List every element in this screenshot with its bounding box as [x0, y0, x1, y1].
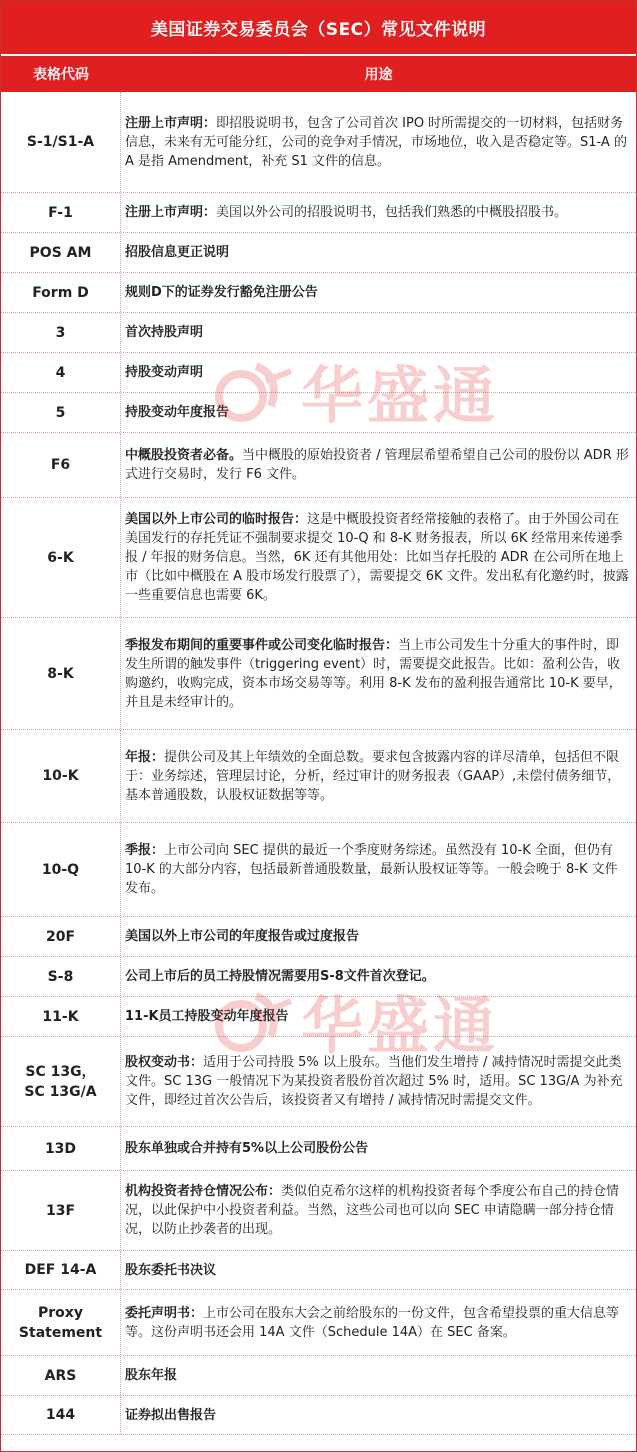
form-usage — [121, 997, 636, 1036]
form-code: F6 — [1, 433, 121, 497]
usage-detail: 即招股说明书，包含了公司首次 IPO 时所需提交的一切材料，包括财务信息，未来有无可能分红，公司的竞争对手情况，市场地位，收入是否稳定等。S1-A 的 A 是指 Amendment，补充 S1 文件的信息。 — [125, 115, 627, 169]
usage-detail: 上市公司在股东大会之前给股东的一份文件，包含希望投票的重大信息等等。这份声明书还会用 14A 文件（Schedule 14A）在 SEC 备案。 — [125, 1305, 620, 1340]
form-code: DEF 14-A — [1, 1251, 121, 1289]
table-row — [1, 92, 636, 193]
table-row — [1, 730, 636, 823]
table-row — [1, 618, 636, 730]
form-usage — [121, 393, 636, 432]
form-code: 20F — [1, 917, 121, 956]
table-row — [1, 957, 636, 997]
table-row — [1, 1290, 636, 1356]
form-code: 13D — [1, 1127, 121, 1170]
form-code: 5 — [1, 393, 121, 432]
form-usage — [121, 1356, 636, 1395]
table-row — [1, 1037, 636, 1127]
form-usage — [121, 1396, 636, 1434]
table-title: 美国证券交易委员会（SEC）常见文件说明 — [1, 1, 636, 56]
form-code: F-1 — [1, 193, 121, 232]
form-code: 10-Q — [1, 823, 121, 916]
table-row — [1, 1396, 636, 1435]
table-row — [1, 1171, 636, 1251]
form-code: Proxy Statement — [1, 1290, 121, 1355]
table-row — [1, 997, 636, 1037]
usage-lead: 首次持股声明 — [125, 325, 204, 340]
form-usage — [121, 1251, 636, 1289]
form-code: SC 13G， SC 13G/A — [1, 1037, 121, 1126]
form-usage — [121, 1037, 636, 1126]
table-row — [1, 433, 636, 498]
form-code: 3 — [1, 313, 121, 352]
usage-detail: 当上市公司发生十分重大的事件时，即发生所谓的触发事件（triggering event）时，需要提交此报告。比如：盈利公告，收购邀约，收购完成，资本市场交易等等。利用 8-K 发布的盈利报告通常比 10-K 要早，并且是未经审计的。 — [125, 637, 622, 710]
form-usage — [121, 1171, 636, 1250]
usage-lead: 注册上市声明： — [125, 115, 217, 131]
usage-lead: 委托声明书： — [125, 1305, 204, 1321]
usage-lead: 注册上市声明： — [125, 205, 217, 220]
form-usage — [121, 730, 636, 822]
usage-lead: 股东年报 — [125, 1368, 178, 1383]
header-usage: 用途 — [364, 67, 393, 83]
form-usage — [121, 92, 636, 192]
usage-lead: 持股变动年度报告 — [125, 405, 230, 420]
usage-lead: 机构投资者持仓情况公布： — [125, 1184, 282, 1199]
form-usage — [121, 1127, 636, 1170]
usage-lead: 美国以外上市公司的临时报告： — [125, 512, 308, 527]
table-body — [1, 92, 636, 1435]
form-code: 6-K — [1, 498, 121, 617]
table-row — [1, 393, 636, 433]
form-code: S-8 — [1, 957, 121, 996]
table-row — [1, 917, 636, 957]
usage-detail: 上市公司向 SEC 提供的最近一个季度财务综述。虽然没有 10-K 全面，但仍有 10-K 的大部分内容，包括最新普通股数量，最新认股权证等等。一般会晚于 8-K 文件发布。 — [125, 843, 618, 896]
table-row — [1, 193, 636, 233]
form-usage — [121, 823, 636, 916]
form-code: S-1/S1-A — [1, 92, 121, 192]
usage-lead: 11-K员工持股变动年度报告 — [125, 1009, 289, 1024]
table-row — [1, 1127, 636, 1171]
form-usage — [121, 433, 636, 497]
form-usage — [121, 1290, 636, 1355]
usage-lead: 年报： — [125, 749, 165, 765]
usage-lead: 股东委托书决议 — [125, 1262, 217, 1278]
usage-detail: 这是中概股投资者经常接触的表格了。由于外国公司在美国发行的存托凭证不强制要求提交 10-Q 和 8-K 财务报表，所以 6K 经常用来传递季报 / 年报的财务信息。当然，6K 还有其他用处：比如当存托股的 ADR 在公司所在地上市（比如中概股在 A 股市场发行股票了），需要提交 6K 文件。发出私有化邀约时，披露一些重要信息也需要 6K。 — [125, 512, 629, 603]
header-code: 表格代码 — [33, 67, 89, 83]
usage-detail: 类似伯克希尔这样的机构投资者每个季度公布自己的持仓情况，以此保护中小投资者利益。当然，这些公司也可以向 SEC 申请隐瞒一部分持仓情况，以防止抄袭者的出现。 — [125, 1184, 620, 1237]
form-usage — [121, 193, 636, 232]
form-code: 11-K — [1, 997, 121, 1036]
watermark-text: 华盛通 — [301, 989, 500, 1062]
usage-lead: 股权变动书： — [125, 1055, 204, 1070]
watermark-text: 华盛通 — [301, 359, 500, 432]
usage-detail: 提供公司及其上年绩效的全面总数。要求包含披露内容的详尽清单，包括但不限于：业务综述，管理层讨论，分析，经过审计的财务报表（GAAP）,未偿付债务细节，基本普通股数，认股权证数据等等。 — [125, 749, 621, 803]
form-code: ARS — [1, 1356, 121, 1395]
form-code: 10-K — [1, 730, 121, 822]
form-usage — [121, 618, 636, 729]
table-row — [1, 313, 636, 353]
table-row — [1, 498, 636, 618]
table-row — [1, 1356, 636, 1396]
usage-lead: 美国以外上市公司的年度报告或过度报告 — [125, 929, 360, 944]
usage-lead: 持股变动声明 — [125, 365, 204, 380]
form-usage — [121, 273, 636, 312]
form-usage — [121, 313, 636, 352]
form-usage — [121, 917, 636, 956]
usage-lead: 季报： — [125, 843, 165, 858]
usage-detail: 当中概股的原始投资者 / 管理层希望希望自己公司的股份以 ADR 形式进行交易时，发行 F6 文件。 — [125, 448, 629, 482]
usage-lead: 规则D下的证券发行豁免注册公告 — [125, 285, 318, 300]
form-code: 144 — [1, 1396, 121, 1434]
usage-lead: 证券拟出售报告 — [125, 1407, 217, 1423]
form-usage — [121, 957, 636, 996]
form-code: 8-K — [1, 618, 121, 729]
form-code: POS AM — [1, 233, 121, 272]
usage-lead: 季报发布期间的重要事件或公司变化临时报告： — [125, 637, 399, 653]
form-usage — [121, 233, 636, 272]
table-row — [1, 233, 636, 273]
form-code: 13F — [1, 1171, 121, 1250]
form-usage — [121, 498, 636, 617]
table-row — [1, 823, 636, 917]
usage-lead: 公司上市后的员工持股情况需要用S-8文件首次登记。 — [125, 969, 435, 984]
usage-lead: 股东单独或合并持有5%以上公司股份公告 — [125, 1141, 369, 1156]
form-usage — [121, 353, 636, 392]
usage-lead: 中概股投资者必备。 — [125, 448, 243, 463]
form-code: 4 — [1, 353, 121, 392]
usage-lead: 招股信息更正说明 — [125, 245, 230, 260]
form-code: Form D — [1, 273, 121, 312]
table-row — [1, 1251, 636, 1290]
table-row — [1, 273, 636, 313]
table-header-row — [1, 56, 636, 92]
usage-detail: 美国以外公司的招股说明书，包括我们熟悉的中概股招股书。 — [216, 205, 568, 220]
usage-detail: 适用于公司持股 5% 以上股东。当他们发生增持 / 减持情况时需提交此类文件。SC 13G 一般情况下为某投资者股份首次超过 5% 时，适用。SC 13G/A 为补充文件，即经过首次公告后，该投资者又有增持 / 减持情况时需提交文件。 — [125, 1055, 623, 1108]
table-row — [1, 353, 636, 393]
